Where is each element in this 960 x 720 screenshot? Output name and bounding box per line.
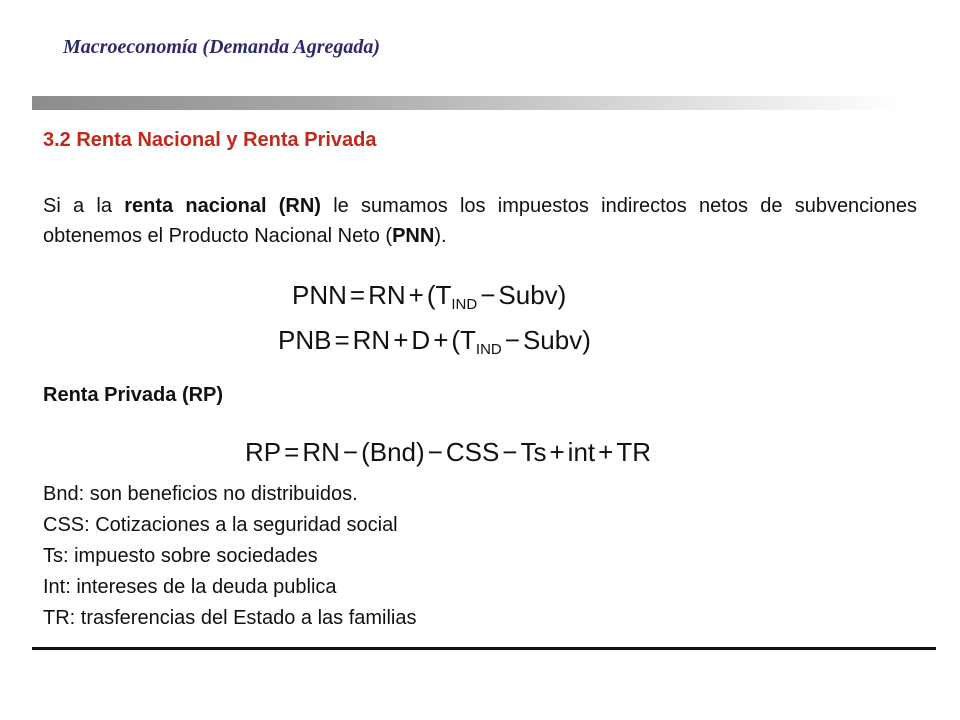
definition-ts: Ts: impuesto sobre sociedades [43, 545, 318, 567]
intro-text-3: ). [434, 225, 447, 247]
intro-text-2: le sumamos los impuestos indirectos netos de subvenciones obtenemos el Producto Nacional Neto ( [43, 195, 917, 247]
intro-bold-rn: renta nacional (RN) [124, 195, 321, 217]
renta-privada-heading: Renta Privada (RP) [43, 384, 224, 406]
definition-css: CSS: Cotizaciones a la seguridad social [43, 514, 398, 536]
equation-rp: RP = RN − (Bnd) − CSS − Ts + int + TR [245, 437, 651, 467]
intro-bold-pnn: PNN [392, 225, 435, 247]
definition-bnd: Bnd: son beneficios no distribuidos. [43, 483, 358, 505]
bottom-divider [32, 647, 936, 650]
intro-text-1: Si a la [43, 195, 125, 217]
equation-pnb: PNB = RN + $D + (T_{IND}$ − Subv) [278, 325, 591, 358]
section-heading: 3.2 Renta Nacional y Renta Privada [43, 129, 377, 151]
definitions-list [43, 479, 417, 634]
slide-header-title: Macroeconomía (Demanda Agregada) [63, 36, 381, 58]
header-gradient-bar [32, 96, 900, 110]
equation-pnn: PNN = RN + ($T_{IND}$ − Subv) [292, 280, 567, 313]
intro-paragraph [43, 191, 917, 251]
definition-tr: TR: trasferencias del Estado a las familias [43, 607, 417, 629]
definition-int: Int: intereses de la deuda publica [43, 576, 337, 598]
